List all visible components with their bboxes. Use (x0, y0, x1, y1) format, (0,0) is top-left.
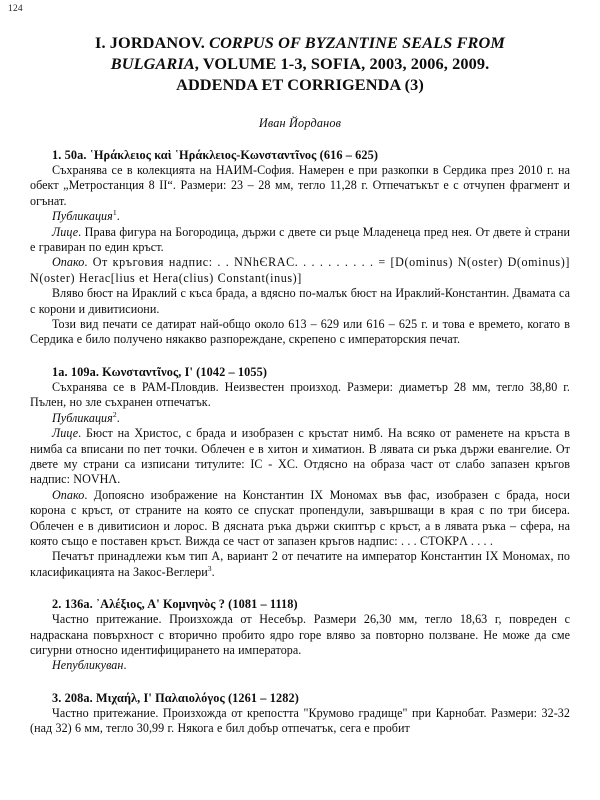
entry-1a-obverse-text: . Бюст на Христос, с брада и изобразен с кръстат нимб. На всяко от раменете на кръста в нимба са вписани по пет точки. Облечен е в хитон и химатион. В лявата си ръка държи евангелие. От двете му страни са изписани титулите: IC - XC. Отдясно на образа част от слабо запазен кръгов надпис: NOVHΛ. (30, 426, 570, 487)
entry-1a-footnote-marker: 2 (112, 409, 117, 419)
title-volume-part: , VOLUME 1-3, SOFIA, 2003, 2006, 2009. (194, 54, 490, 73)
entry-2 (30, 596, 570, 674)
entry-1-obverse-label: Лице (52, 224, 79, 239)
entry-1-obverse-text: . Права фигура на Богородица, държи с двете си ръце Младенеца пред нея. От двете ѝ страни е гравиран по един кръст. (30, 224, 570, 255)
entry-2-unpublished (30, 658, 570, 673)
entry-1a-heading: 1а. 109а. Κωνσταντῖνος, Ι' (1042 – 1055) (52, 364, 268, 379)
entry-1a-obverse-label: Лице (52, 426, 79, 441)
entry-1-para-6: Този вид печати се датират най-общо около 613 – 629 или 616 – 625 г. и това е времето, когато в Сердика е било получено някакво разпореждане, скрепено с императорския печат. (30, 317, 570, 347)
entry-1a-publication-text: . (116, 410, 120, 425)
title-work-part-2: BULGARIA (110, 54, 195, 73)
title-work-part-1: CORPUS OF BYZANTINE SEALS FROM (209, 33, 505, 52)
entry-1-publication (30, 209, 570, 224)
entry-2-unpublished-label: Непубликуван (52, 658, 124, 673)
entry-1-footnote-marker: 1 (112, 208, 117, 218)
entry-1-publication-text: . (116, 209, 120, 224)
entry-1-reverse (30, 255, 570, 286)
title-line-3: ADDENDA ET CORRIGENDA (3) (176, 75, 424, 94)
entry-2-para-1: Частно притежание. Произхожда от Несебър. Размери 26,30 мм, тегло 18,63 г, повреден с надраскана повърхност с вторично пробито ядро горе вляво за повторно ползване. Не може да сме сигурни относно идентифицирането на императора. (30, 612, 570, 657)
entry-1a-reverse-label: Опако (52, 487, 85, 502)
title-line-2 (30, 53, 570, 74)
entry-1a-footnote-marker-3: 3 (207, 563, 212, 573)
entry-1 (30, 147, 570, 348)
entry-1a-classification (30, 549, 570, 580)
title-line-1 (30, 32, 570, 53)
entry-1a-classification-text: Печатът принадлежи към тип А, вариант 2 от печатите на император Константин IX Мономах, по класификацията на Закос-Веглери (30, 549, 570, 579)
entry-1-heading: 1. 50а. ῾Ηράκλειος καὶ ῾Ηράκλειος-Κωνσταντῖνος (616 – 625) (52, 148, 379, 162)
entry-1a-reverse-text: . Допоясно изображение на Константин IX Мономах във фас, изобразен с брада, носи корона с кръст, от страните на която се спускат пропендули, завършващи в края с по три бисера. Облечен е в дивитисион и лорос. В дясната ръка държи скиптър с кръст, а в лявата ръка – сфера, на която също е поставен кръст. Вижда се част от запазен кръгов надпис: . . . СТОКРΛ . . . . (30, 487, 570, 548)
entry-1a-reverse (30, 488, 570, 550)
author-name: Иван Йорданов (258, 116, 342, 130)
page-number: 124 (8, 4, 23, 14)
entry-3-para-1: Частно притежание. Произхожда от крепостта "Крумово градище" при Карнобат. Размери: 32-32 (над 32) 6 мм, тегло 30,99 г. Някога е бил добър отпечатък, сега е пробит (30, 705, 570, 736)
entry-1-para-1: Съхранява се в колекцията на НАИМ-София. Намерен е при разкопки в Сердика през 2010 г. на обект „Метростанция 8 II“. Размери: 23 – 28 мм, тегло 11,28 г. Отпечатъкът е с отчупен фрагмент и огънат. (30, 163, 570, 208)
entry-1-obverse (30, 225, 570, 256)
entry-1a-publication (30, 411, 570, 426)
entry-1-publication-label: Публикация (52, 209, 113, 224)
entry-1-reverse-label: Опако (52, 255, 85, 270)
entry-2-unpublished-text: . (123, 658, 127, 673)
entry-1-para-5: Вляво бюст на Ираклий с къса брада, а вдясно по-малък бюст на Ираклий-Константин. Двамата са с корони и дивитисиони. (30, 286, 570, 316)
entry-1a-obverse (30, 426, 570, 488)
entry-2-heading: 2. 136а. ᾽Αλέξιος, Α' Κομνηνὸς ? (1081 – 1118) (52, 597, 298, 612)
entry-1a (30, 364, 570, 580)
entry-1a-classification-tail: . (211, 564, 215, 579)
entry-1a-para-1: Съхранява се в РАМ-Пловдив. Неизвестен произход. Размери: диаметър 28 мм, тегло 38,80 г. Пълен, но зле съхранен отпечатък. (30, 379, 570, 410)
article-title (30, 32, 570, 95)
entry-1-reverse-text: . От кръговия надпис: . . NNhЄRAC. . . . . . . . . . = [D(ominus) N(oster) D(ominus)] N(oster) Herac[lius et Hera(clius) Constant(inus)] (30, 255, 570, 285)
entry-3 (30, 690, 570, 737)
entry-3-heading: 3. 208а. Μιχαήλ, Ι' Παλαιολόγος (1261 – 1282) (52, 690, 299, 705)
entry-1a-publication-label: Публикация (52, 410, 113, 425)
title-author-part: I. JORDANOV. (95, 33, 210, 52)
